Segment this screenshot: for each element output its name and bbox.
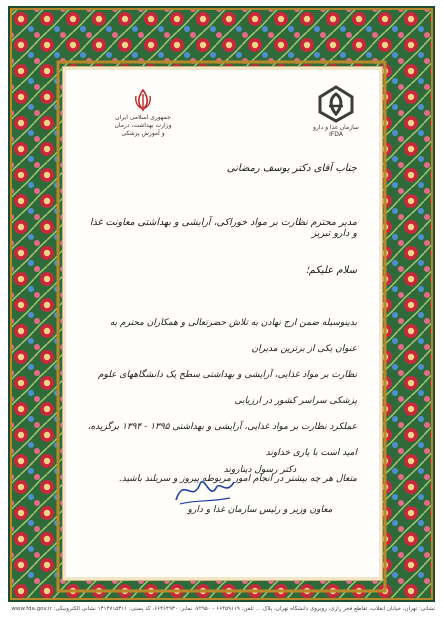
fda-name-fa: سازمان غذا و دارو [313, 124, 359, 131]
paragraph-line: نظارت بر مواد غذایی، آرایشی و بهداشتی سطح یک دانشگاههای علوم پزشکی سراسر کشور در ارزیابی [97, 370, 357, 406]
paragraph-line: متعال هر چه بیشتر در انجام امور مربوطه پیروز و سربلند باشید. [118, 474, 357, 484]
greeting: سلام علیکم؛ [305, 265, 357, 276]
ministry-line-3: و آموزش پزشکی [121, 130, 165, 137]
ministry-header [98, 88, 188, 138]
addressee-position: مدیر محترم نظارت بر مواد خوراکی، آرایشی و بهداشتی معاونت غذا و دارو تبریز [89, 217, 357, 239]
addressee: جناب آقای دکتر یوسف رمضانی [226, 163, 357, 174]
paragraph-line: بدینوسیله ضمن ارج نهادن به تلاش حضرتعالی و همکاران محترم به عنوان یکی از برترین مدیران [109, 318, 357, 354]
fda-name-en: IFDA [329, 131, 343, 138]
ministry-line-1: جمهوری اسلامی ایران [115, 114, 171, 121]
signer-name: دکتر رسول دیناروند [223, 465, 297, 475]
footer-address: نشانی: تهران، خیابان انقلاب، تقاطع فخر رازی، روبروی دانشگاه تهران، پلاک ... تلفن: ۶۶۴۵۹۱۱۹ - ۷۲۹۵۰، نمابر: ۶۶۴۶۴۹۳۰، کد پستی: ۱۳۱۴۷۱۵۳۱۱ نشانی الکترونیکی: www.fda.gov.ir [11, 606, 435, 612]
signer-title: معاون وزیر و رئیس سازمان غذا و دارو [187, 505, 333, 515]
fda-logo-icon [316, 84, 356, 124]
handwritten-signature [170, 470, 240, 510]
iran-emblem-icon [131, 88, 155, 112]
paragraph-line: عملکرد نظارت بر مواد غذایی، آرایشی و بهداشتی ۱۳۹۵ - ۱۳۹۴ برگزیده، امید است با یاری خداوند [87, 422, 357, 458]
fda-header [306, 84, 366, 138]
ministry-line-2: وزارت بهداشت، درمان [114, 122, 172, 129]
